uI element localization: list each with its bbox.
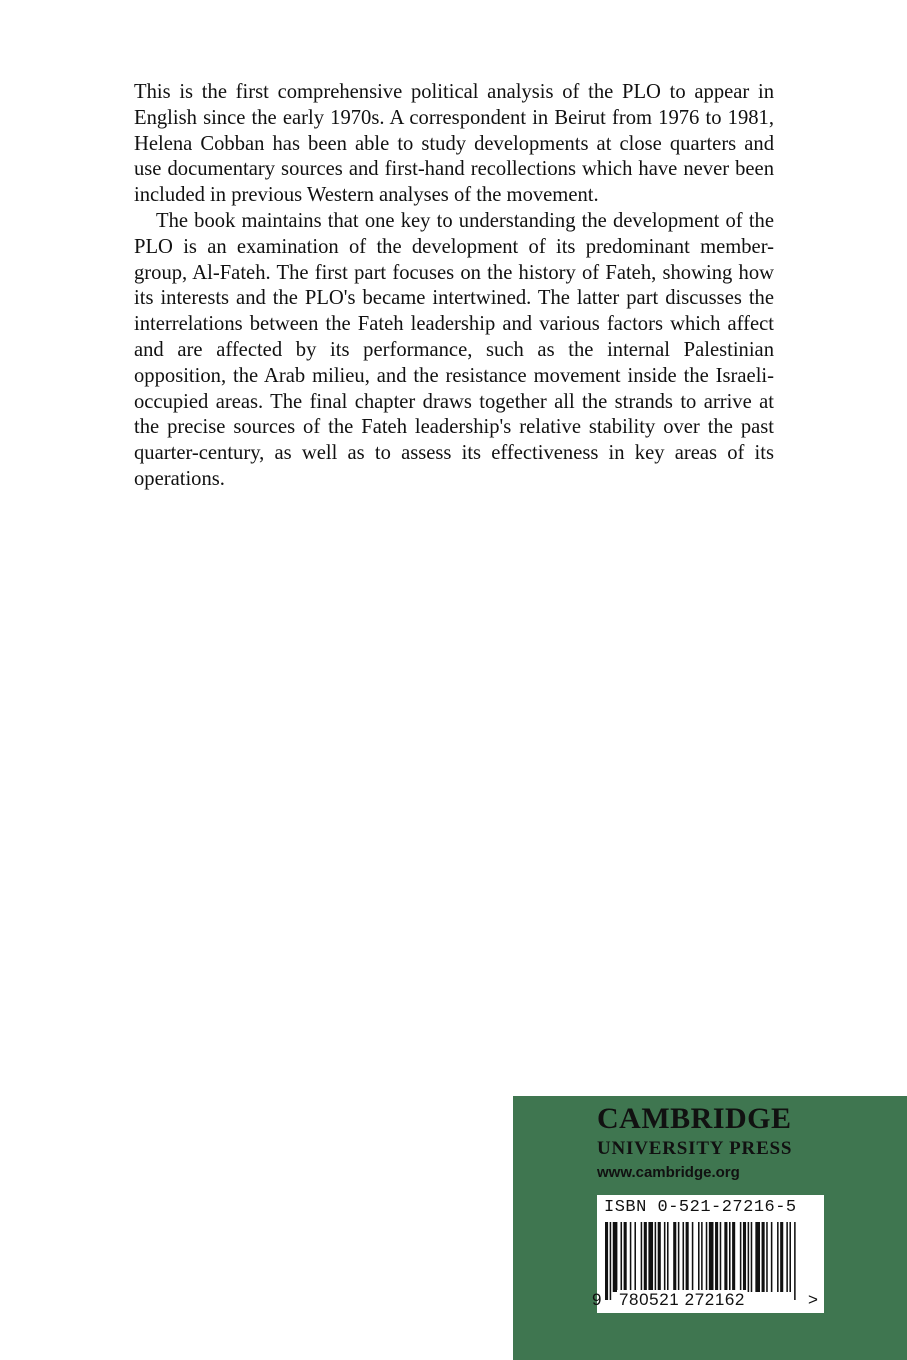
- barcode-bar: [686, 1222, 689, 1292]
- barcode-bar: [634, 1222, 636, 1292]
- barcode-bar: [720, 1222, 722, 1292]
- isbn-label: ISBN 0-521-27216-5: [604, 1198, 797, 1217]
- barcode-bar: [641, 1222, 643, 1292]
- barcode-bar: [755, 1222, 760, 1292]
- publisher-panel: [513, 1096, 907, 1360]
- ean-arrow: >: [808, 1290, 818, 1309]
- barcode-bar: [692, 1222, 694, 1292]
- barcode-bar: [743, 1222, 746, 1292]
- barcode-bar: [698, 1222, 700, 1292]
- barcode-bar: [644, 1222, 647, 1292]
- barcode-bar: [789, 1222, 791, 1292]
- barcode-bar: [729, 1222, 731, 1292]
- barcode-bar: [709, 1222, 714, 1292]
- barcode-bar: [748, 1222, 750, 1292]
- publisher-url: www.cambridge.org: [597, 1164, 740, 1181]
- barcode-bar: [664, 1222, 666, 1292]
- barcode-bar: [655, 1222, 657, 1292]
- blurb-paragraph-2: The book maintains that one key to understanding the development of the PLO is an examination of the development of its predominant member-group, Al-Fateh. The first part focuses on the history of Fateh, showing how its interests and the PLO's became intertwined. The latter part discusses the interrelations between the Fateh leadership and various factors which affect and are affected by its performance, such as the internal Palestinian opposition, the Arab milieu, and the resistance movement inside the Israeli-occupied areas. The final chapter draws together all the strands to arrive at the precise sources of the Fateh leadership's relative stability over the past quarter-century, as well as to assess its effectiveness in key areas of its operations.: [134, 209, 774, 490]
- blurb-paragraph-1: This is the first comprehensive political analysis of the PLO to appear in English since the early 1970s. A correspondent in Beirut from 1976 to 1981, Helena Cobban has been able to study developments at close quarters and use documentary sources and first-hand recollections which have never been included in previous Western analyses of the movement.: [134, 81, 774, 207]
- barcode-bar: [780, 1222, 783, 1292]
- barcode-bar: [701, 1222, 703, 1300]
- barcode-bar: [673, 1222, 676, 1292]
- barcode-bar: [786, 1222, 788, 1292]
- barcode-bar: [624, 1222, 627, 1292]
- barcode-bar: [610, 1222, 612, 1300]
- barcode-bar: [667, 1222, 669, 1292]
- barcode-bar: [740, 1222, 742, 1292]
- barcode-box: [592, 1195, 824, 1313]
- publisher-name: CAMBRIDGE: [597, 1102, 792, 1135]
- barcode-bar: [630, 1222, 632, 1292]
- barcode-bar: [678, 1222, 680, 1292]
- back-cover-blurb: [134, 80, 774, 493]
- barcode-bar: [751, 1222, 753, 1292]
- barcode-bar: [732, 1222, 735, 1292]
- barcode-bar: [771, 1222, 773, 1292]
- barcode-bar: [777, 1222, 779, 1292]
- barcode-bar: [724, 1222, 727, 1292]
- barcode-bar: [613, 1222, 618, 1292]
- barcode-bar: [715, 1222, 718, 1292]
- barcode-bar: [648, 1222, 653, 1292]
- barcode-bar: [794, 1222, 796, 1300]
- ean-digits: 780521 272162: [619, 1290, 745, 1309]
- barcode-bar: [621, 1222, 623, 1292]
- barcode-bar: [762, 1222, 765, 1292]
- barcode-bar: [706, 1222, 708, 1300]
- ean-first-digit: 9: [592, 1290, 602, 1309]
- publisher-subtitle: UNIVERSITY PRESS: [597, 1138, 793, 1159]
- barcode-bar: [658, 1222, 661, 1292]
- barcode-bars: [605, 1222, 810, 1300]
- barcode-bar: [766, 1222, 768, 1292]
- barcode-bar: [605, 1222, 608, 1300]
- barcode-bar: [683, 1222, 685, 1292]
